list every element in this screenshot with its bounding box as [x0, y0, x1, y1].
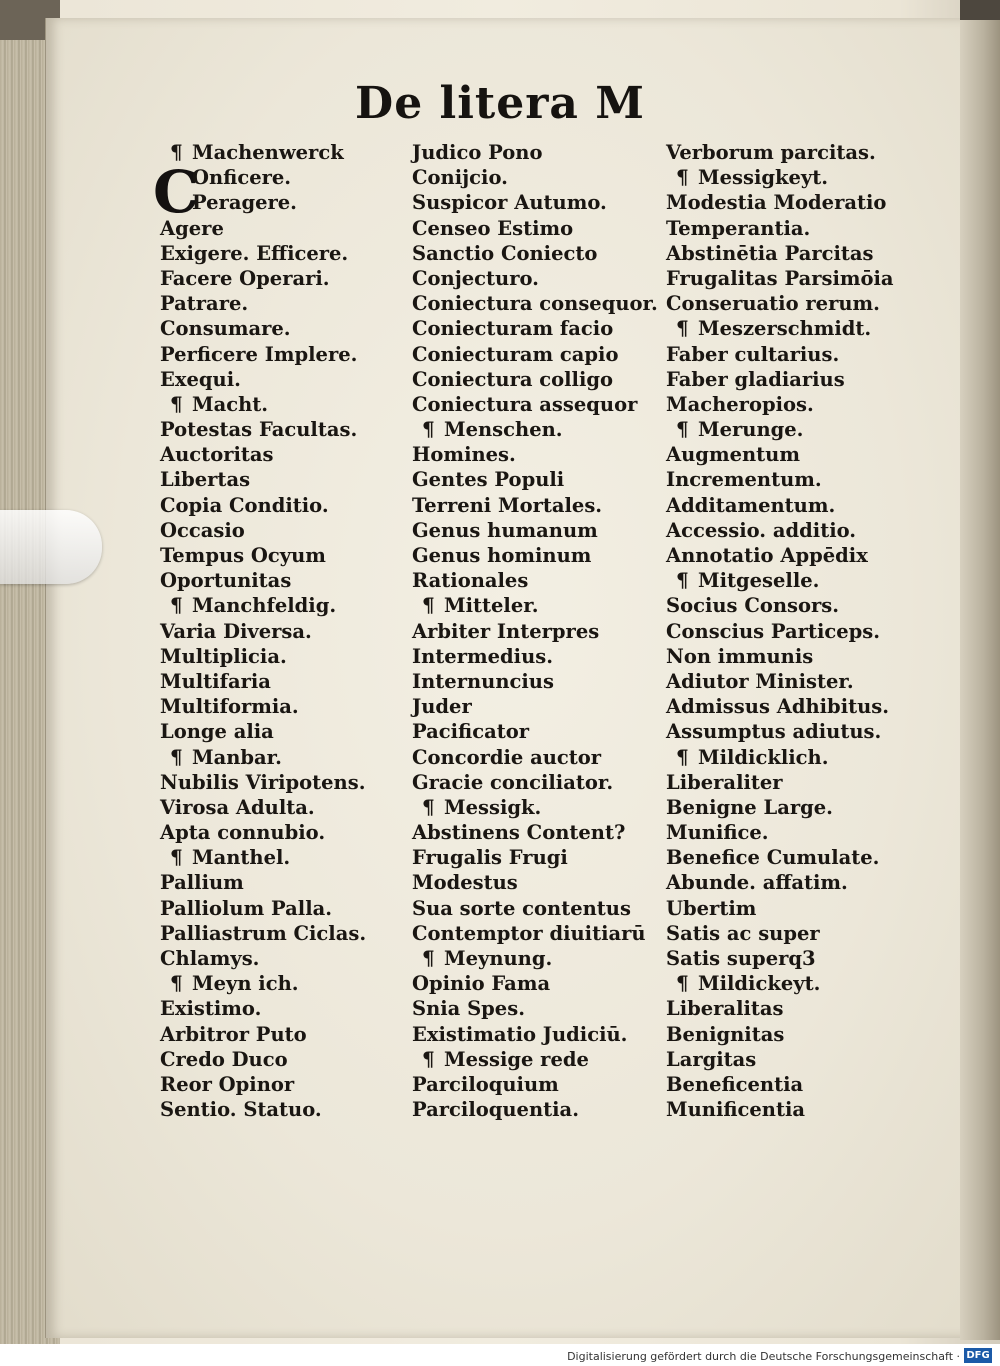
glossary-entry: Juder [412, 695, 472, 719]
glossary-heading: ¶ Mildicklich. [666, 745, 926, 770]
glossary-entry: Beneficentia [666, 1072, 804, 1096]
drop-capital: C [153, 158, 200, 226]
glossary-entry: Gentes Populi [412, 468, 565, 492]
glossary-entry: Coniectura consequor. [412, 292, 658, 316]
glossary-entry: Occasio [160, 518, 245, 542]
glossary-entry: Coniectura assequor [412, 392, 638, 416]
glossary-entry: Suspicor Autumo. [412, 191, 607, 215]
glass-page-holder [0, 510, 102, 584]
glossary-entry: Libertas [160, 468, 251, 492]
glossary-entry: Annotatio Appēdix [666, 544, 868, 567]
glossary-entry: Copia Conditio. [160, 493, 329, 517]
glossary-entry: Gracie conciliator. [412, 770, 614, 794]
glossary-entry: Sua sorte contentus [412, 896, 631, 920]
glossary-entry: Judico Pono [412, 141, 543, 164]
glossary-entry: Admissus Adhibitus. [666, 695, 890, 719]
glossary-entry: Coniecturam capio [412, 342, 619, 366]
glossary-heading: ¶ Messigkeyt. [666, 165, 926, 190]
glossary-heading: ¶ Meyn ich. [160, 971, 420, 996]
glossary-heading: ¶ Mitgeselle. [666, 568, 926, 593]
funding-credit: Digitalisierung gefördert durch die Deutsche Forschungsgemeinschaft · [567, 1350, 960, 1363]
glossary-heading: ¶ Menschen. [412, 417, 672, 442]
glossary-entry: Existimo. [160, 997, 262, 1021]
glossary-entry: Benefice Cumulate. [666, 846, 880, 870]
glossary-entry: Modestus [412, 871, 518, 895]
glossary-heading: ¶ Mitteler. [412, 593, 672, 618]
glossary-entry: Abunde. affatim. [666, 871, 848, 895]
glossary-entry: Incrementum. [666, 468, 822, 492]
glossary-entry: Pacificator [412, 720, 530, 744]
glossary-entry: Arbiter Interpres [412, 619, 600, 643]
glossary-entry: Multiformia. [160, 695, 299, 719]
column-3 [666, 140, 926, 1122]
glossary-entry: Censeo Estimo [412, 216, 574, 240]
glossary-entry: Frugalis Frugi [412, 846, 568, 870]
glossary-entry: Sanctio Coniecto [412, 241, 598, 265]
glossary-heading: ¶ Macht. [160, 392, 420, 417]
glossary-heading: ¶ Meynung. [412, 946, 672, 971]
glossary-entry: Longe alia [160, 720, 274, 744]
glossary-entry: Intermedius. [412, 644, 554, 668]
glossary-entry: Satis superq3 [666, 947, 816, 970]
glossary-entry: Opinio Fama [412, 972, 551, 996]
glossary-entry: Conjecturo. [412, 266, 539, 290]
glossary-entry: Pallium [160, 871, 244, 895]
facing-page-edge [960, 0, 1000, 1340]
glossary-entry: Conijcio. [412, 166, 508, 190]
glossary-entry: Conseruatio rerum. [666, 292, 880, 316]
glossary-heading: ¶ Messige rede [412, 1047, 672, 1072]
glossary-entry: Palliolum Palla. [160, 896, 333, 920]
glossary-entry: Adiutor Minister. [666, 669, 854, 693]
glossary-entry: Assumptus adiutus. [666, 720, 882, 744]
glossary-entry: Frugalitas Parsimōia [666, 266, 894, 290]
glossary-heading: ¶ Machenwerck [160, 140, 420, 165]
glossary-entry: Palliastrum Ciclas. [160, 921, 367, 945]
glossary-heading: ¶ Manbar. [160, 745, 420, 770]
glossary-entry: Liberalitas [666, 997, 784, 1021]
glossary-entry: Internuncius [412, 669, 554, 693]
glossary-entry: Peragere. [192, 191, 297, 215]
glossary-entry: Liberaliter [666, 770, 783, 794]
facing-page-shadow [960, 0, 1000, 20]
glossary-entry: Parciloquentia. [412, 1098, 579, 1122]
glossary-entry: Contemptor diuitiarū [412, 921, 646, 945]
column-2 [412, 140, 672, 1122]
glossary-entry: Reor Opinor [160, 1072, 295, 1096]
glossary-entry: Exigere. Efficere. [160, 241, 349, 265]
glossary-entry: Potestas Facultas. [160, 418, 358, 442]
glossary-entry: Socius Consors. [666, 594, 840, 618]
glossary-entry: Satis ac super [666, 921, 820, 945]
glossary-entry: Agere [160, 216, 224, 240]
glossary-entry: Varia Diversa. [160, 619, 312, 643]
glossary-heading: ¶ Merunge. [666, 417, 926, 442]
glossary-entry: Augmentum [666, 443, 800, 467]
glossary-entry: Credo Duco [160, 1047, 288, 1071]
glossary-entry: Facere Operari. [160, 266, 330, 290]
glossary-entry: Genus hominum [412, 544, 592, 567]
glossary-entry: Largitas [666, 1047, 757, 1071]
glossary-entry: Ubertim [666, 896, 757, 920]
glossary-entry: Benignitas [666, 1022, 785, 1046]
glossary-entry: Multiplicia. [160, 644, 287, 668]
glossary-heading: ¶ Manchfeldig. [160, 593, 420, 618]
glossary-entry: Terreni Mortales. [412, 493, 603, 517]
glossary-entry: Modestia Moderatio [666, 191, 887, 215]
glossary-entry: Virosa Adulta. [160, 795, 315, 819]
glossary-entry: Tempus Ocyum [160, 544, 326, 567]
glossary-entry: Non immunis [666, 644, 814, 668]
glossary-entry: Macheropios. [666, 392, 814, 416]
glossary-entry: Patrare. [160, 292, 249, 316]
dfg-logo[interactable]: DFG [964, 1348, 992, 1363]
glossary-entry: Consumare. [160, 317, 291, 341]
glossary-entry: Onficere. [192, 166, 292, 190]
glossary-entry: Faber gladiarius [666, 367, 845, 391]
glossary-entry: Additamentum. [666, 493, 836, 517]
glossary-entry: Snia Spes. [412, 997, 525, 1021]
glossary-entry: Homines. [412, 443, 516, 467]
glossary-entry: Coniecturam facio [412, 317, 614, 341]
page-heading: De litera M [355, 78, 645, 129]
glossary-entry: Conscius Particeps. [666, 619, 881, 643]
glossary-heading: ¶ Meszerschmidt. [666, 316, 926, 341]
glossary-entry: Rationales [412, 569, 529, 593]
glossary-entry: Benigne Large. [666, 795, 833, 819]
footer-bar [0, 1344, 1000, 1366]
glossary-heading: ¶ Manthel. [160, 845, 420, 870]
glossary-entry: Oportunitas [160, 569, 292, 593]
glossary-entry: Coniectura colligo [412, 367, 614, 391]
glossary-entry: Temperantia. [666, 216, 811, 240]
glossary-entry: Parciloquium [412, 1072, 559, 1096]
glossary-entry: Multifaria [160, 669, 271, 693]
glossary-entry: Arbitror Puto [160, 1022, 307, 1046]
glossary-entry: Faber cultarius. [666, 342, 840, 366]
glossary-entry: Concordie auctor [412, 745, 602, 769]
glossary-entry: Accessio. additio. [666, 518, 857, 542]
glossary-entry: Sentio. Statuo. [160, 1098, 322, 1122]
glossary-entry: Genus humanum [412, 518, 598, 542]
glossary-entry: Chlamys. [160, 947, 260, 970]
glossary-entry: Abstinens Content? [412, 821, 626, 845]
glossary-entry: Apta connubio. [160, 821, 326, 845]
glossary-entry: Exequi. [160, 367, 241, 391]
glossary-entry: Perficere Implere. [160, 342, 358, 366]
glossary-entry: Existimatio Judiciū. [412, 1022, 628, 1046]
glossary-entry: Nubilis Viripotens. [160, 770, 366, 794]
glossary-entry: Munificentia [666, 1098, 806, 1122]
glossary-entry: Verborum parcitas. [666, 141, 876, 164]
glossary-heading: ¶ Messigk. [412, 795, 672, 820]
column-1 [160, 140, 420, 1122]
glossary-heading: ¶ Mildickeyt. [666, 971, 926, 996]
glossary-entry: Auctoritas [160, 443, 274, 467]
glossary-entry: Abstinētia Parcitas [666, 241, 874, 265]
glossary-entry: Munifice. [666, 821, 769, 845]
